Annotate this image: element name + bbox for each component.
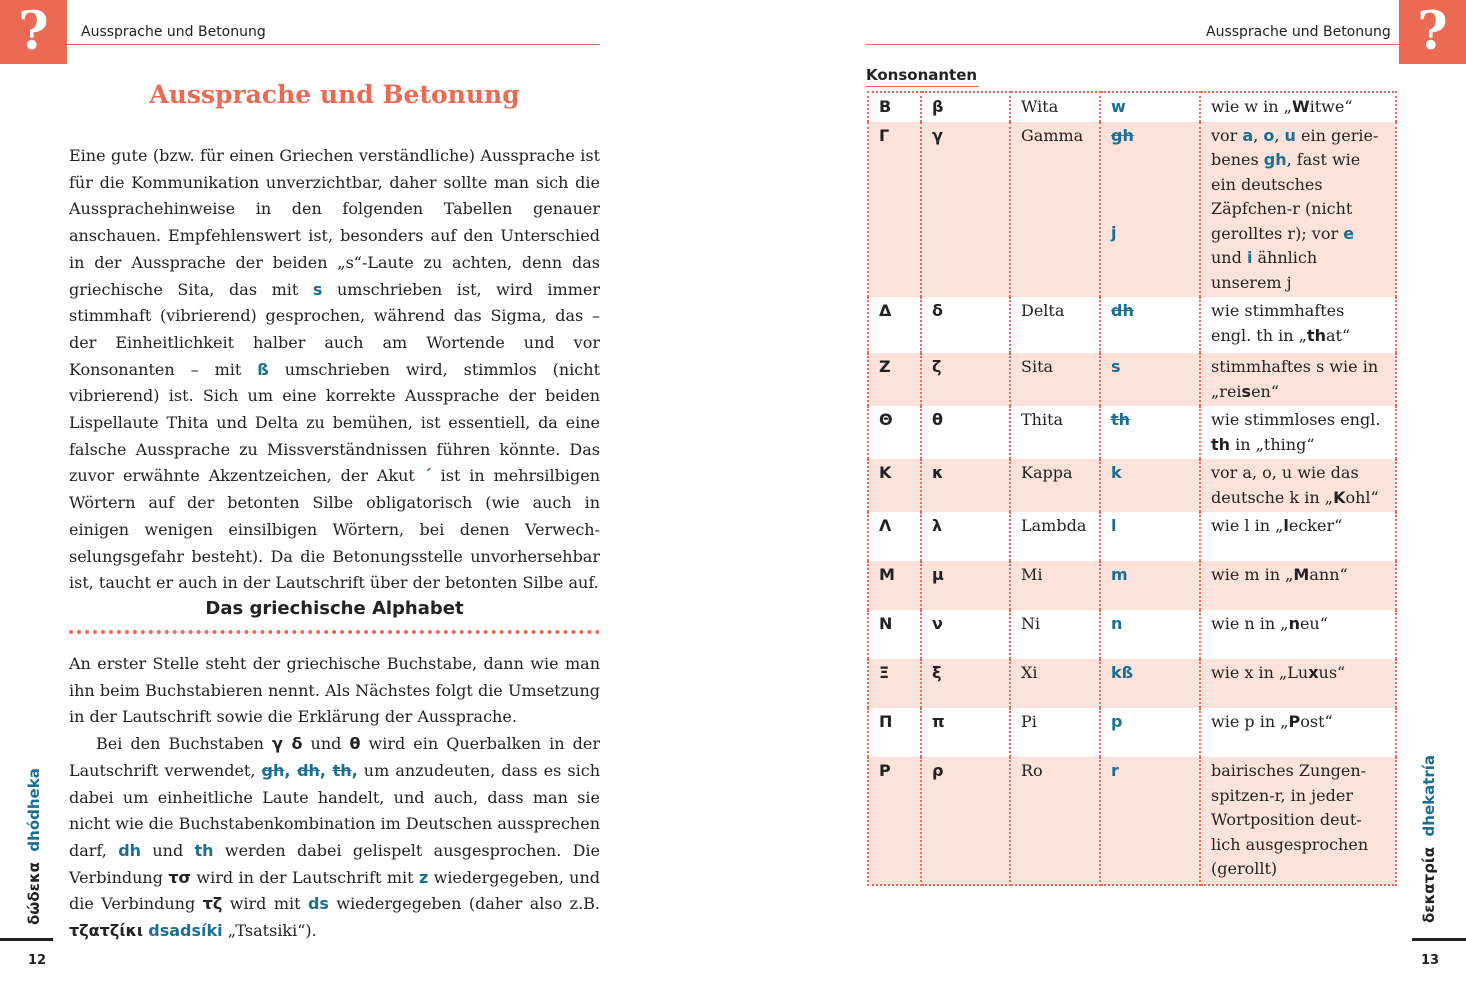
transcription-run: gh bbox=[1111, 125, 1134, 145]
text-run: i bbox=[1246, 248, 1253, 267]
text-run: n bbox=[1288, 614, 1300, 633]
text-run: ß bbox=[257, 359, 269, 379]
text-run: th bbox=[1211, 434, 1231, 454]
question-mark-icon: ? bbox=[1399, 0, 1466, 64]
text-run: bairisches Zungenspitzen-r, in jeder Wortposition deutlich ausgesprochen (gerollt) bbox=[1211, 761, 1369, 878]
text-run: wie p in „ bbox=[1211, 712, 1289, 731]
text-run: en“ bbox=[1251, 381, 1280, 401]
text-run: W bbox=[1291, 97, 1310, 116]
text-run: vor bbox=[1211, 125, 1243, 145]
text-run: gh bbox=[261, 760, 285, 780]
uppercase-letter: Λ bbox=[868, 512, 921, 561]
lowercase-letter: ξ bbox=[921, 659, 1010, 708]
transcription bbox=[1100, 297, 1200, 353]
lowercase-letter: γ bbox=[921, 122, 1010, 298]
transcription-run: l bbox=[1111, 516, 1117, 535]
text-run: , bbox=[1274, 125, 1285, 145]
footer-rule-left bbox=[0, 938, 53, 941]
table-row bbox=[868, 406, 1396, 459]
text-run: u bbox=[1284, 125, 1296, 145]
text-run: th bbox=[194, 840, 214, 860]
text-run: gh bbox=[1263, 150, 1287, 169]
text-run: γ δ bbox=[272, 734, 303, 754]
text-run: o bbox=[1263, 125, 1275, 145]
text-run: und bbox=[141, 840, 195, 860]
consonants-table bbox=[867, 91, 1397, 886]
text-run: s bbox=[312, 279, 323, 299]
text-run: τζ bbox=[202, 894, 223, 914]
question-mark-icon: ? bbox=[0, 0, 67, 64]
uppercase-letter: Ρ bbox=[868, 757, 921, 885]
text-run: wie stimmhaftes engl. th in „ bbox=[1211, 301, 1345, 345]
header-rule-left bbox=[67, 44, 600, 45]
text-run: in „thing“ bbox=[1230, 434, 1315, 454]
text-run: und bbox=[302, 734, 350, 754]
transcription bbox=[1100, 512, 1200, 561]
text-run: wird mit bbox=[222, 894, 308, 914]
side-number-left bbox=[25, 768, 43, 925]
transcription bbox=[1100, 708, 1200, 757]
pronunciation bbox=[1200, 92, 1396, 122]
table-row bbox=[868, 757, 1396, 885]
running-head-right: Aussprache und Betonung bbox=[1206, 24, 1391, 40]
pronunciation bbox=[1200, 757, 1396, 885]
lowercase-letter: λ bbox=[921, 512, 1010, 561]
text-run: M bbox=[1293, 565, 1310, 584]
pronunciation bbox=[1200, 659, 1396, 708]
letter-name: Pi bbox=[1010, 708, 1100, 757]
lowercase-letter: ν bbox=[921, 610, 1010, 659]
text-run: , bbox=[284, 760, 298, 780]
text-run: , fast wie ein deutsches Zäpfchen-r (nicht gerolltes r); vor bbox=[1211, 150, 1361, 243]
text-run: us“ bbox=[1318, 663, 1346, 682]
text-run: K bbox=[1333, 487, 1346, 507]
uppercase-letter: Β bbox=[868, 92, 921, 122]
text-run: τσ bbox=[168, 867, 192, 887]
table-title: Konsonanten bbox=[866, 66, 978, 84]
transcription bbox=[1100, 757, 1200, 885]
table-row bbox=[868, 92, 1396, 122]
letter-name: Xi bbox=[1010, 659, 1100, 708]
table-row bbox=[868, 459, 1396, 512]
text-run: und bbox=[1211, 248, 1247, 267]
text-run: umschrieben ist, wird immer stimmhaft (vibrierend) gesprochen, während das Sigma, das – der Einheitlichkeit halber auch am Wortende und vor Konsonanten – mit bbox=[69, 279, 600, 379]
text-run: e bbox=[1343, 223, 1355, 243]
table-row bbox=[868, 512, 1396, 561]
transcription-run: k bbox=[1111, 463, 1122, 482]
lowercase-letter: ρ bbox=[921, 757, 1010, 885]
letter-name: Thita bbox=[1010, 406, 1100, 459]
text-run: eu“ bbox=[1299, 614, 1328, 633]
transcription bbox=[1100, 122, 1200, 298]
pronunciation bbox=[1200, 610, 1396, 659]
table-row bbox=[868, 659, 1396, 708]
table-row bbox=[868, 353, 1396, 406]
text-run: vor a, o, u wie das deutsche k in „ bbox=[1211, 463, 1359, 507]
table-row bbox=[868, 122, 1396, 298]
section-heading: Das griechische Alphabet bbox=[205, 598, 464, 619]
text-run: ist in mehrsilbigen Wörtern auf der betonten Silbe obligatorisch (wie auch in einigen wenigen einsilbigen Wörtern, bei denen Verwechselungsgefahr besteht). Da die Betonungsstelle unvorhersehbar ist, taucht er auch in der Lautschrift über der betonten Silbe auf. bbox=[69, 466, 600, 593]
table-row bbox=[868, 297, 1396, 353]
text-run: at“ bbox=[1325, 325, 1351, 345]
text-run: wird ein Querbalken in der Lautschrift verwendet, bbox=[69, 734, 601, 780]
page-number-right: 13 bbox=[1421, 953, 1440, 968]
text-run: ecker“ bbox=[1288, 516, 1343, 535]
text-run: τζατζίκι bbox=[69, 921, 144, 941]
transcription-run: p bbox=[1111, 712, 1123, 731]
text-run: θ bbox=[349, 734, 361, 754]
running-head-left: Aussprache und Betonung bbox=[81, 24, 266, 40]
uppercase-letter: Π bbox=[868, 708, 921, 757]
lowercase-letter: ζ bbox=[921, 353, 1010, 406]
transcription bbox=[1100, 659, 1200, 708]
pronunciation bbox=[1200, 406, 1396, 459]
letter-name: Ro bbox=[1010, 757, 1100, 885]
letter-name: Lambda bbox=[1010, 512, 1100, 561]
lowercase-letter: β bbox=[921, 92, 1010, 122]
text-run: wiedergegeben, und die Verbindung bbox=[69, 867, 601, 914]
table-row bbox=[868, 561, 1396, 610]
lowercase-letter: θ bbox=[921, 406, 1010, 459]
text-run: Eine gute (bzw. für einen Griechen verständliche) Aussprache ist für die Kommunikation unverzichtbar, daher sollte man sich die Aussprachehinweise in den folgenden Tabellen genauer anschauen. Empfehlenswert ist, besonders auf den Unterschied in der Aussprache der beiden „s“-Laute zu achten, denn das griechische Sita, das mit bbox=[69, 146, 600, 299]
text-run: z bbox=[418, 867, 429, 887]
text-run: wiedergegeben (daher also z.B. bbox=[328, 894, 600, 914]
uppercase-letter: Ν bbox=[868, 610, 921, 659]
text-run: stimmhaftes s wie in „rei bbox=[1211, 357, 1379, 401]
lowercase-letter: κ bbox=[921, 459, 1010, 512]
side-number-greek: δώδεκα bbox=[25, 862, 43, 925]
text-run: ähnlich unserem j bbox=[1211, 248, 1318, 292]
text-run: wie w in „ bbox=[1211, 97, 1292, 116]
transcription-run: s bbox=[1111, 357, 1121, 376]
text-run: x bbox=[1308, 663, 1319, 682]
text-run: wie m in „ bbox=[1211, 565, 1294, 584]
uppercase-letter: Ξ bbox=[868, 659, 921, 708]
text-run: dsadsíki bbox=[148, 921, 223, 941]
text-run: „Tsatsiki“). bbox=[222, 921, 317, 941]
uppercase-letter: Ζ bbox=[868, 353, 921, 406]
transcription bbox=[1100, 353, 1200, 406]
text-run: wie x in „Lu bbox=[1211, 663, 1309, 682]
text-run: , bbox=[351, 760, 358, 780]
text-run: um anzudeuten, dass es sich dabei um einheitliche Laute handelt, und auch, dass man sie nicht wie die Buchstabenkombination im Deutschen aussprechen darf, bbox=[69, 760, 601, 860]
side-number-translit: dhódheka bbox=[25, 768, 43, 852]
pronunciation bbox=[1200, 297, 1396, 353]
header-rule-right bbox=[866, 44, 1399, 45]
uppercase-letter: Κ bbox=[868, 459, 921, 512]
letter-name: Wita bbox=[1010, 92, 1100, 122]
dotted-divider bbox=[69, 630, 600, 634]
page-number-left: 12 bbox=[28, 953, 47, 968]
transcription-run: j bbox=[1111, 223, 1117, 242]
transcription bbox=[1100, 92, 1200, 122]
uppercase-letter: Μ bbox=[868, 561, 921, 610]
text-run: ohl“ bbox=[1345, 487, 1379, 507]
pronunciation bbox=[1200, 708, 1396, 757]
transcription bbox=[1100, 610, 1200, 659]
text-run: wie stimmloses engl. bbox=[1211, 410, 1381, 429]
pronunciation bbox=[1200, 353, 1396, 406]
alphabet-description bbox=[69, 651, 600, 945]
table-row bbox=[868, 708, 1396, 757]
text-run: ´ bbox=[423, 466, 432, 486]
footer-rule-right bbox=[1412, 938, 1466, 941]
text-run: ann“ bbox=[1309, 565, 1348, 584]
intro-paragraph bbox=[69, 143, 600, 597]
text-run: l bbox=[1283, 516, 1289, 535]
pronunciation bbox=[1200, 459, 1396, 512]
page-title: Aussprache und Betonung bbox=[149, 80, 520, 109]
text-run: th bbox=[1306, 325, 1326, 345]
lowercase-letter: δ bbox=[921, 297, 1010, 353]
transcription-run: w bbox=[1111, 97, 1126, 116]
pronunciation bbox=[1200, 512, 1396, 561]
text-run: , bbox=[1253, 125, 1264, 145]
lowercase-letter: μ bbox=[921, 561, 1010, 610]
text-run: Bei den Buchstaben bbox=[96, 734, 273, 754]
alphabet-paragraph-1 bbox=[69, 651, 600, 731]
text-run: wie l in „ bbox=[1211, 516, 1284, 535]
side-number-greek: δεκατρία bbox=[1420, 846, 1438, 923]
side-number-translit: dhekatría bbox=[1420, 754, 1438, 837]
letter-name: Delta bbox=[1010, 297, 1100, 353]
pronunciation bbox=[1200, 561, 1396, 610]
uppercase-letter: Θ bbox=[868, 406, 921, 459]
transcription-run: n bbox=[1111, 614, 1123, 633]
letter-name: Kappa bbox=[1010, 459, 1100, 512]
uppercase-letter: Δ bbox=[868, 297, 921, 353]
alphabet-paragraph-2 bbox=[69, 731, 600, 945]
pronunciation bbox=[1200, 122, 1396, 298]
transcription-run: kß bbox=[1111, 663, 1134, 682]
text-run: dh bbox=[118, 840, 142, 860]
transcription bbox=[1100, 406, 1200, 459]
text-run: a bbox=[1242, 125, 1254, 145]
text-run: wie n in „ bbox=[1211, 614, 1289, 633]
side-number-right bbox=[1420, 755, 1438, 923]
text-run: umschrieben wird, stimmlos (nicht vibrierend) ist. Sich um eine korrekte Aussprache der beiden Lispellaute Thita und Delta zu bemühen, ist essentiell, da eine falsche Aussprache zu Missverständnissen führen könnte. Das zuvor erwähnte Akzentzeichen, der Akut bbox=[69, 359, 600, 486]
text-run: ost“ bbox=[1300, 712, 1333, 731]
letter-name: Ni bbox=[1010, 610, 1100, 659]
lowercase-letter: π bbox=[921, 708, 1010, 757]
uppercase-letter: Γ bbox=[868, 122, 921, 298]
text-run: ein geriebenes bbox=[1211, 125, 1379, 169]
text-run: wird in der Lautschrift mit bbox=[191, 867, 419, 887]
text-run: , bbox=[319, 760, 333, 780]
text-run: werden dabei gelispelt ausgesprochen. Die Verbindung bbox=[69, 840, 601, 887]
letter-name: Sita bbox=[1010, 353, 1100, 406]
transcription-run: dh bbox=[1111, 301, 1134, 320]
letter-name: Gamma bbox=[1010, 122, 1100, 298]
text-run: th bbox=[332, 760, 352, 780]
table-row bbox=[868, 610, 1396, 659]
text-run: P bbox=[1288, 712, 1301, 731]
text-run: dh bbox=[297, 760, 320, 780]
transcription-run: r bbox=[1111, 761, 1119, 780]
transcription bbox=[1100, 561, 1200, 610]
text-run: itwe“ bbox=[1309, 97, 1353, 116]
text-run: s bbox=[1241, 381, 1252, 401]
table-title-underline bbox=[866, 86, 979, 87]
text-run: ds bbox=[307, 894, 329, 914]
text-run: An erster Stelle steht der griechische Buchstabe, dann wie man ihn beim Buchstabieren nennt. Als Nächstes folgt die Umsetzung in der Lautschrift sowie die Erklärung der Aussprache. bbox=[69, 654, 600, 727]
transcription-run: m bbox=[1111, 565, 1128, 584]
transcription bbox=[1100, 459, 1200, 512]
letter-name: Mi bbox=[1010, 561, 1100, 610]
transcription-run: th bbox=[1111, 410, 1131, 429]
